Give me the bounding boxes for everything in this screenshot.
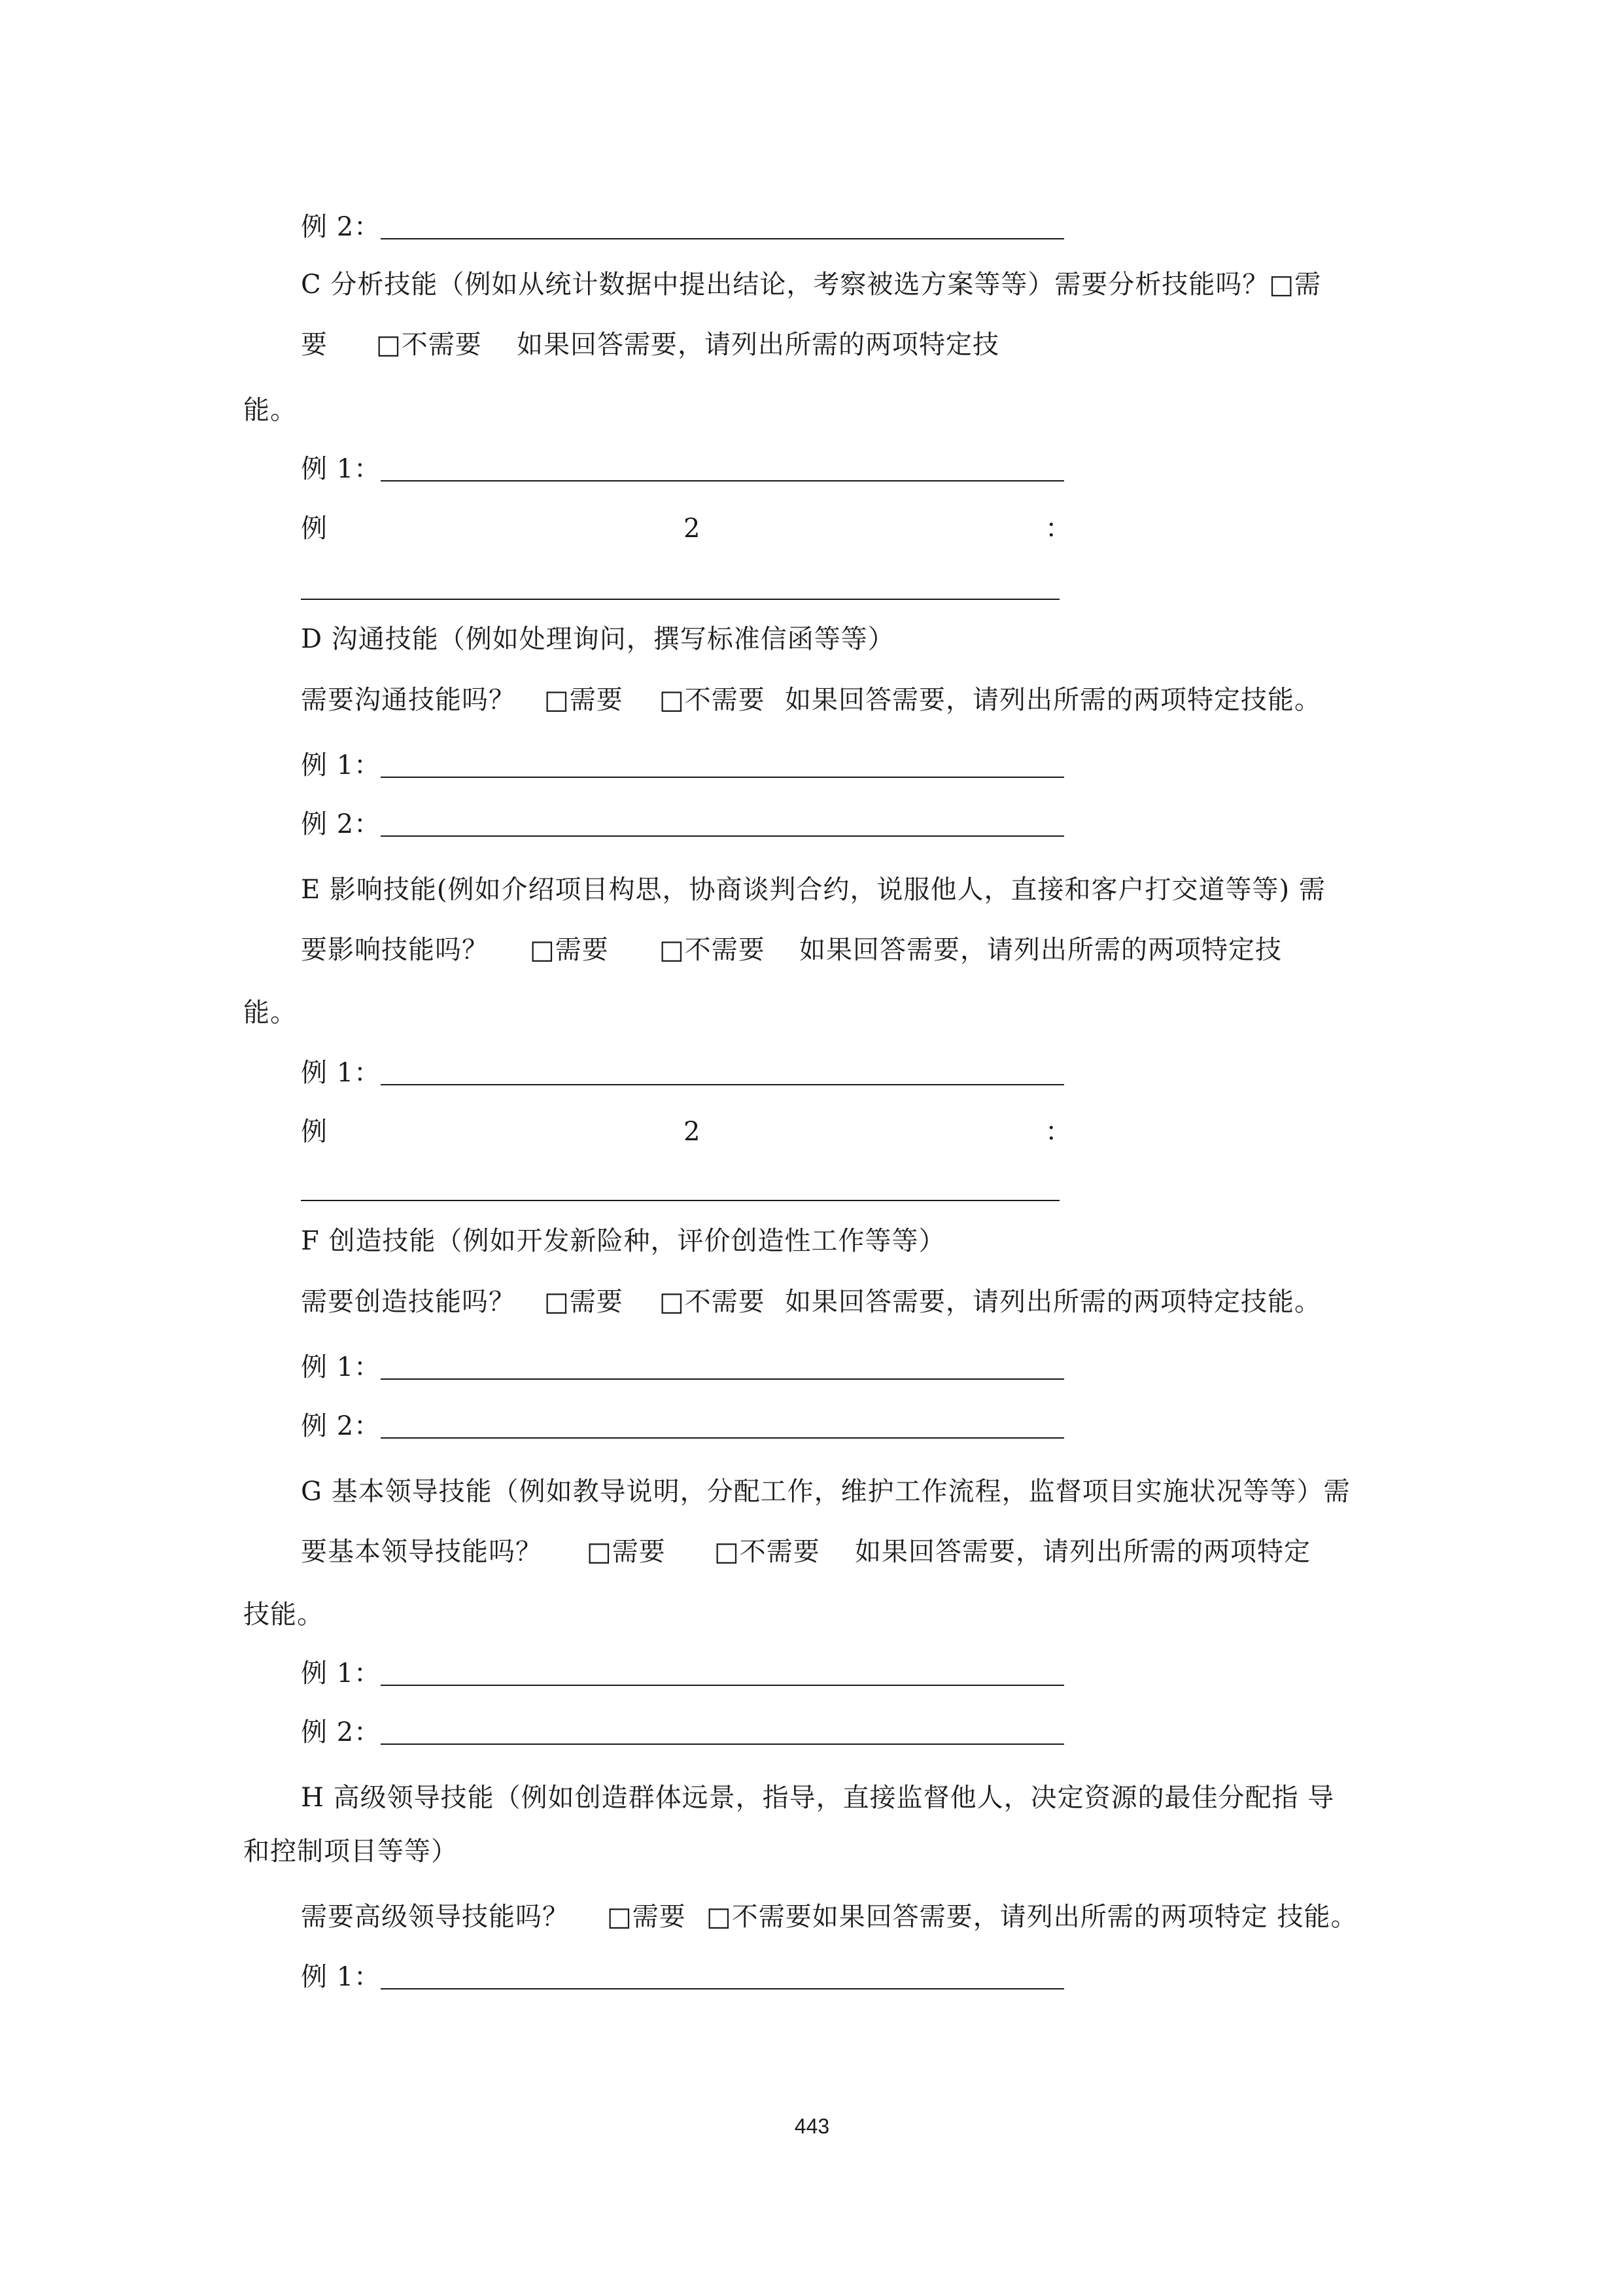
example-label: 例 2： [301, 1717, 381, 1747]
continuation-text: 技能。 [243, 1600, 324, 1630]
checkbox-not-needed[interactable]: □不需要 [659, 935, 765, 965]
checkbox-not-needed-with-instruction[interactable]: □不需要如果回答需要，请列出所需的两项特定 技能。 [706, 1902, 1358, 1932]
example-label: 例 1： [301, 454, 381, 484]
example-2-line [301, 1716, 1064, 1749]
answer-blank[interactable] [381, 1058, 1064, 1085]
example-label: 例 1： [301, 1352, 381, 1382]
answer-blank[interactable] [381, 1411, 1064, 1439]
section-c-heading: C 分析技能（例如从统计数据中提出结论，考察被选方案等等）需要分析技能吗？□需 [301, 270, 1322, 300]
answer-blank[interactable] [381, 1962, 1064, 1989]
question-text: 需要高级领导技能吗？ [301, 1902, 569, 1932]
checkbox-not-needed[interactable]: □不需要 [659, 1287, 765, 1317]
answer-blank[interactable] [381, 1658, 1064, 1686]
example-label: 例 1： [301, 750, 381, 780]
question-text: 要基本领导技能吗？ [301, 1537, 542, 1567]
example-1-line [301, 1351, 1064, 1384]
answer-blank[interactable] [381, 750, 1064, 778]
answer-blank[interactable] [381, 454, 1064, 482]
example-1-line [301, 453, 1064, 485]
example-label: 例 1： [301, 1058, 381, 1088]
example-label: 例 2： [301, 1411, 381, 1441]
section-e-heading: E 影响技能(例如介绍项目构思，协商谈判合约，说服他人，直接和客户打交道等等) 需 [301, 875, 1326, 905]
answer-blank[interactable] [381, 1717, 1064, 1745]
example-1-line [301, 1657, 1064, 1690]
example-1-line [301, 749, 1064, 782]
example-2-line [301, 1410, 1064, 1443]
question-text: 要影响技能吗？ [301, 935, 489, 965]
section-f-heading: F 创造技能（例如开发新险种，评价创造性工作等等） [301, 1226, 946, 1256]
example-label: 例 1： [301, 1962, 381, 1992]
example-2-label-start: 例 [301, 514, 328, 544]
example-2-label-colon: ： [1045, 514, 1072, 544]
example-2-label-number: 2 [683, 514, 701, 544]
instruction-text: 如果回答需要，请列出所需的两项特定技 [517, 330, 999, 360]
example-2-label-number: 2 [683, 1117, 701, 1147]
question-text: 需要创造技能吗？ [301, 1287, 515, 1317]
checkbox-needed[interactable]: □需要 [544, 1287, 623, 1317]
section-d-heading: D 沟通技能（例如处理询问，撰写标准信函等等） [301, 624, 895, 654]
example-2-label-colon: ： [1045, 1117, 1072, 1147]
example-2-line [301, 808, 1064, 841]
question-text: 需要沟通技能吗？ [301, 685, 515, 715]
section-g-heading: G 基本领导技能（例如教导说明，分配工作，维护工作流程，监督项目实施状况等等）需 [301, 1477, 1351, 1507]
checkbox-needed[interactable]: □需要 [587, 1537, 666, 1567]
answer-blank[interactable] [301, 599, 1060, 600]
instruction-text: 如果回答需要，请列出所需的两项特定技 [799, 935, 1282, 965]
example-1-line [301, 1961, 1064, 1993]
section-c-need-label: 要 [301, 330, 328, 360]
example-2-line [301, 211, 1064, 243]
example-1-line [301, 1057, 1064, 1089]
checkbox-needed[interactable]: □需要 [607, 1902, 686, 1932]
continuation-text: 和控制项目等等） [243, 1836, 458, 1866]
checkbox-needed[interactable]: □需要 [530, 935, 609, 965]
example-label: 例 2： [301, 809, 381, 839]
answer-blank[interactable] [301, 1200, 1060, 1201]
instruction-text: 如果回答需要，请列出所需的两项特定技能。 [785, 685, 1321, 715]
continuation-text: 能。 [243, 395, 297, 425]
instruction-text: 如果回答需要，请列出所需的两项特定 [855, 1537, 1311, 1567]
checkbox-not-needed[interactable]: □不需要 [376, 330, 482, 360]
answer-blank[interactable] [381, 212, 1064, 239]
continuation-text: 能。 [243, 998, 297, 1028]
checkbox-not-needed[interactable]: □不需要 [659, 685, 765, 715]
checkbox-not-needed[interactable]: □不需要 [714, 1537, 820, 1567]
answer-blank[interactable] [381, 1352, 1064, 1380]
instruction-text: 如果回答需要，请列出所需的两项特定技能。 [785, 1287, 1321, 1317]
example-2-label-start: 例 [301, 1117, 328, 1147]
section-h-heading: H 高级领导技能（例如创造群体远景，指导，直接监督他人，决定资源的最佳分配指 导 [301, 1783, 1335, 1813]
example-label: 例 1： [301, 1658, 381, 1689]
checkbox-needed[interactable]: □需要 [544, 685, 623, 715]
answer-blank[interactable] [381, 809, 1064, 837]
example-label: 例 2： [301, 212, 381, 242]
page-number: 443 [794, 2114, 830, 2138]
